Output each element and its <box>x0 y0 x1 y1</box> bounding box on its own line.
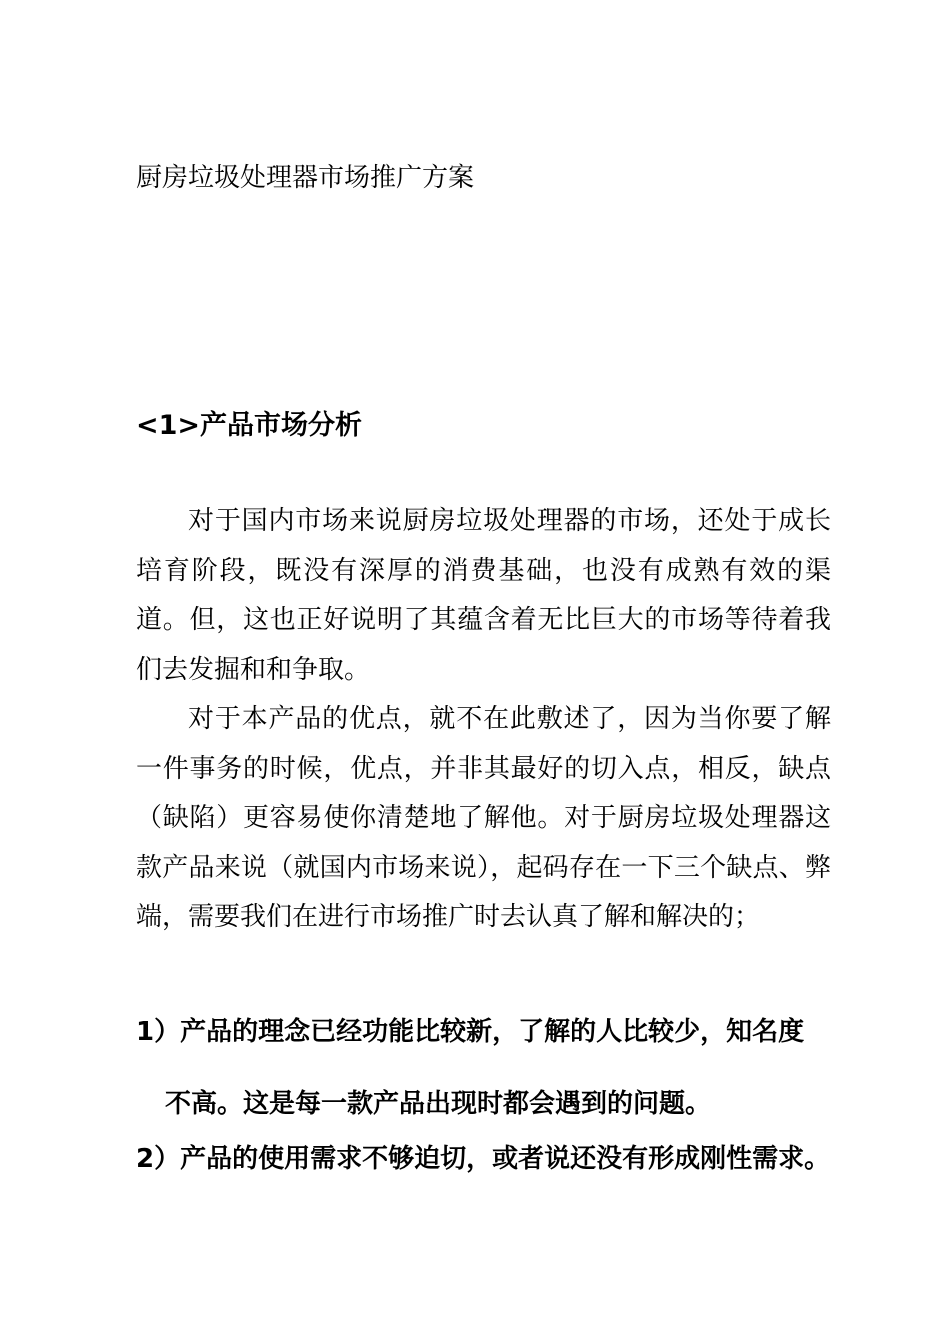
point-2: 2）产品的使用需求不够迫切，或者说还没有形成刚性需求。 <box>136 1144 831 1174</box>
point-1-continuation: 不高。这是每一款产品出现时都会遇到的问题。 <box>165 1089 712 1119</box>
document-title: 厨房垃圾处理器市场推广方案 <box>136 163 475 193</box>
section-heading: <1>产品市场分析 <box>136 410 363 441</box>
paragraph-market-status: 对于国内市场来说厨房垃圾处理器的市场，还处于成长培育阶段，既没有深厚的消费基础，也没有成熟有效的渠道。但，这也正好说明了其蕴含着无比巨大的市场等待着我们去发掘和和争取。 <box>136 506 831 685</box>
point-1: 1）产品的理念已经功能比较新，了解的人比较少，知名度 <box>136 1017 805 1047</box>
paragraph-product-drawbacks: 对于本产品的优点，就不在此敷述了，因为当你要了解一件事务的时候，优点，并非其最好的切入点，相反，缺点（缺陷）更容易使你清楚地了解他。对于厨房垃圾处理器这款产品来说（就国内市场来说），起码存在一下三个缺点、弊端，需要我们在进行市场推广时去认真了解和解决的； <box>136 704 831 933</box>
